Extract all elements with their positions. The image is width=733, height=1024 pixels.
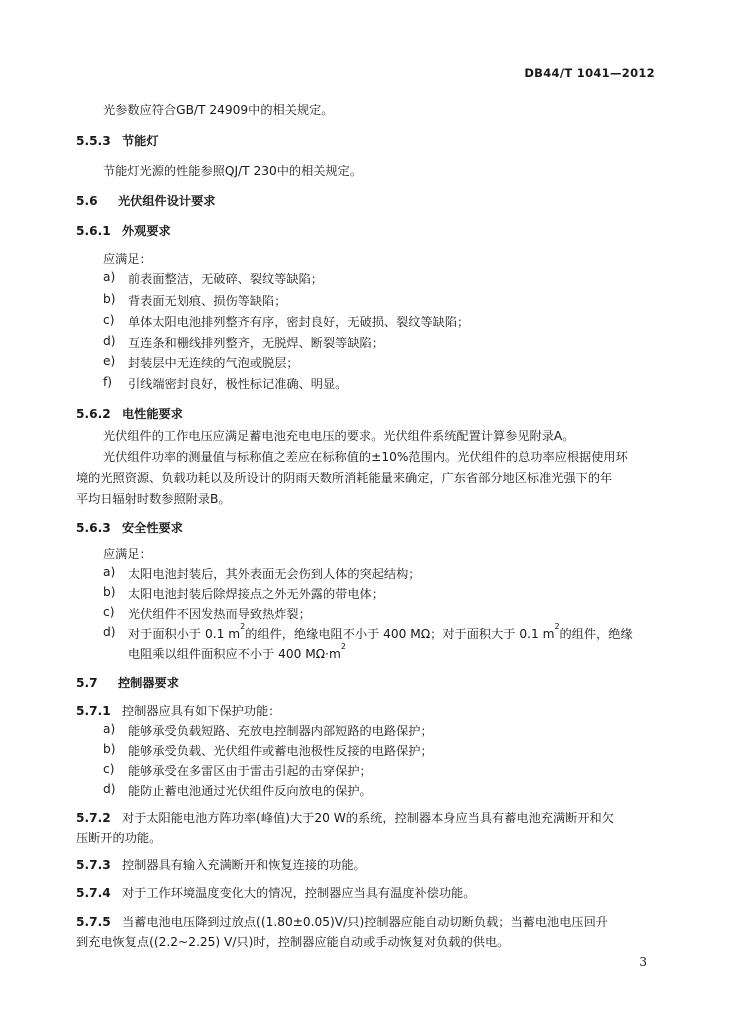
- list-marker: a): [103, 722, 116, 736]
- paragraph-line: 光伏组件功率的测量值与标称值之差应在标称值的±10%范围内。光伏组件的总功率应根据使用环: [103, 450, 628, 464]
- list-marker: b): [103, 585, 116, 599]
- section-heading-5-7-3: [76, 856, 366, 873]
- superscript: 2: [340, 642, 346, 651]
- list-marker: c): [103, 313, 115, 327]
- paragraph-line: 平均日辐射时数参照附录B。: [76, 492, 231, 506]
- section-number: 5.7.2: [76, 811, 111, 825]
- paragraph-line: 压断开的功能。: [76, 831, 162, 845]
- section-heading-5-6-3: [76, 519, 183, 536]
- list-marker: d): [103, 334, 116, 348]
- list-text: 能防止蓄电池通过光伏组件反向放电的保护。: [128, 784, 372, 798]
- section-number: 5.7.5: [76, 915, 111, 929]
- document-code-header: DB44/T 1041—2012: [524, 66, 655, 80]
- list-text: 前表面整洁，无破碎、裂纹等缺陷；: [128, 272, 323, 286]
- section-heading-5-7-2: [76, 809, 614, 826]
- list-marker: d): [103, 782, 116, 796]
- section-text: 对于工作环境温度变化大的情况，控制器应当具有温度补偿功能。: [122, 886, 476, 900]
- section-number: 5.7.4: [76, 886, 111, 900]
- section-number: 5.6.1: [76, 224, 111, 238]
- superscript: 2: [240, 622, 246, 631]
- section-heading-5-7: [76, 674, 179, 691]
- section-heading-5-5-3: [76, 132, 159, 149]
- list-text: 太阳电池封装后除焊接点之外无外露的带电体；: [128, 587, 384, 601]
- list-text: 能够承受负载短路、充放电控制器内部短路的电路保护；: [128, 724, 433, 738]
- list-text: 能够承受负载、光伏组件或蓄电池极性反接的电路保护；: [128, 744, 433, 758]
- list-marker: a): [103, 270, 116, 284]
- list-text-part: 对于面积小于 0.1 m: [128, 627, 241, 641]
- paragraph-line: 应满足：: [103, 252, 152, 266]
- list-marker: d): [103, 625, 116, 639]
- list-text: 单体太阳电池排列整齐有序，密封良好，无破损、裂纹等缺陷；: [128, 315, 470, 329]
- section-number: 5.6.3: [76, 521, 111, 535]
- section-heading-5-7-4: [76, 884, 475, 901]
- section-title: 安全性要求: [122, 521, 183, 535]
- superscript: 2: [554, 622, 560, 631]
- list-text: 太阳电池封装后，其外表面无会伤到人体的突起结构；: [128, 567, 421, 581]
- paragraph-line: 境的光照资源、负载功耗以及所设计的阴雨天数所消耗能量来确定，广东省部分地区标准光强下的年: [76, 471, 613, 485]
- list-marker: e): [103, 354, 116, 368]
- section-number: 5.7.3: [76, 858, 111, 872]
- section-text: 对于太阳能电池方阵功率(峰值)大于20 W的系统，控制器本身应当具有蓄电池充满断开和欠: [122, 811, 614, 825]
- list-text-continued: [128, 642, 346, 662]
- section-heading-5-6: [76, 192, 216, 209]
- list-text: 封装层中无连续的气泡或脱层；: [128, 356, 299, 370]
- list-text: 能够承受在多雷区由于雷击引起的击穿保护；: [128, 764, 372, 778]
- list-text-part: 电阻乘以组件面积应不小于 400 MΩ·m: [128, 647, 341, 661]
- list-text: 引线端密封良好，极性标记准确、明显。: [128, 377, 348, 391]
- section-title: 外观要求: [122, 224, 171, 238]
- section-number: 5.7.1: [76, 704, 111, 718]
- paragraph-line: 应满足：: [103, 547, 152, 561]
- list-marker: b): [103, 292, 116, 306]
- section-text: 当蓄电池电压降到过放点((1.80±0.05)V/只)控制器应能自动切断负载；当蓄电池电压回升: [122, 915, 608, 929]
- section-text: 控制器具有输入充满断开和恢复连接的功能。: [122, 858, 366, 872]
- paragraph-line: 光伏组件的工作电压应满足蓄电池充电电压的要求。光伏组件系统配置计算参见附录A。: [103, 429, 575, 443]
- section-title: 光伏组件设计要求: [118, 194, 216, 208]
- section-title: 节能灯: [122, 134, 159, 148]
- section-title: 电性能要求: [122, 407, 183, 421]
- section-heading-5-7-5: [76, 913, 608, 930]
- list-text-part: 的组件，绝缘电阻不小于 400 MΩ；对于面积大于 0.1 m: [245, 627, 555, 641]
- section-heading-5-6-2: [76, 405, 183, 422]
- list-text-part: 的组件，绝缘: [559, 627, 633, 641]
- section-text: 控制器应具有如下保护功能：: [122, 704, 281, 718]
- list-marker: c): [103, 605, 115, 619]
- paragraph-line: 光参数应符合GB/T 24909中的相关规定。: [103, 103, 334, 117]
- section-heading-5-7-1: [76, 702, 280, 719]
- section-number: 5.6: [76, 194, 98, 208]
- page-number: 3: [639, 955, 647, 969]
- list-marker: b): [103, 742, 116, 756]
- paragraph-line: 到充电恢复点((2.2~2.25) V/只)时，控制器应能自动或手动恢复对负载的供电。: [76, 935, 510, 949]
- list-marker: f): [103, 375, 113, 389]
- list-marker: a): [103, 565, 116, 579]
- section-number: 5.7: [76, 676, 98, 690]
- section-title: 控制器要求: [118, 676, 179, 690]
- section-heading-5-6-1: [76, 222, 171, 239]
- list-text: 光伏组件不因发热而导致热炸裂；: [128, 607, 311, 621]
- section-number: 5.6.2: [76, 407, 111, 421]
- paragraph-line: 节能灯光源的性能参照QJ/T 230中的相关规定。: [103, 164, 363, 178]
- list-text: 互连条和栅线排列整齐，无脱焊、断裂等缺陷；: [128, 336, 384, 350]
- list-text: 背表面无划痕、损伤等缺陷；: [128, 294, 287, 308]
- list-marker: c): [103, 762, 115, 776]
- list-text: [128, 622, 633, 642]
- section-number: 5.5.3: [76, 134, 111, 148]
